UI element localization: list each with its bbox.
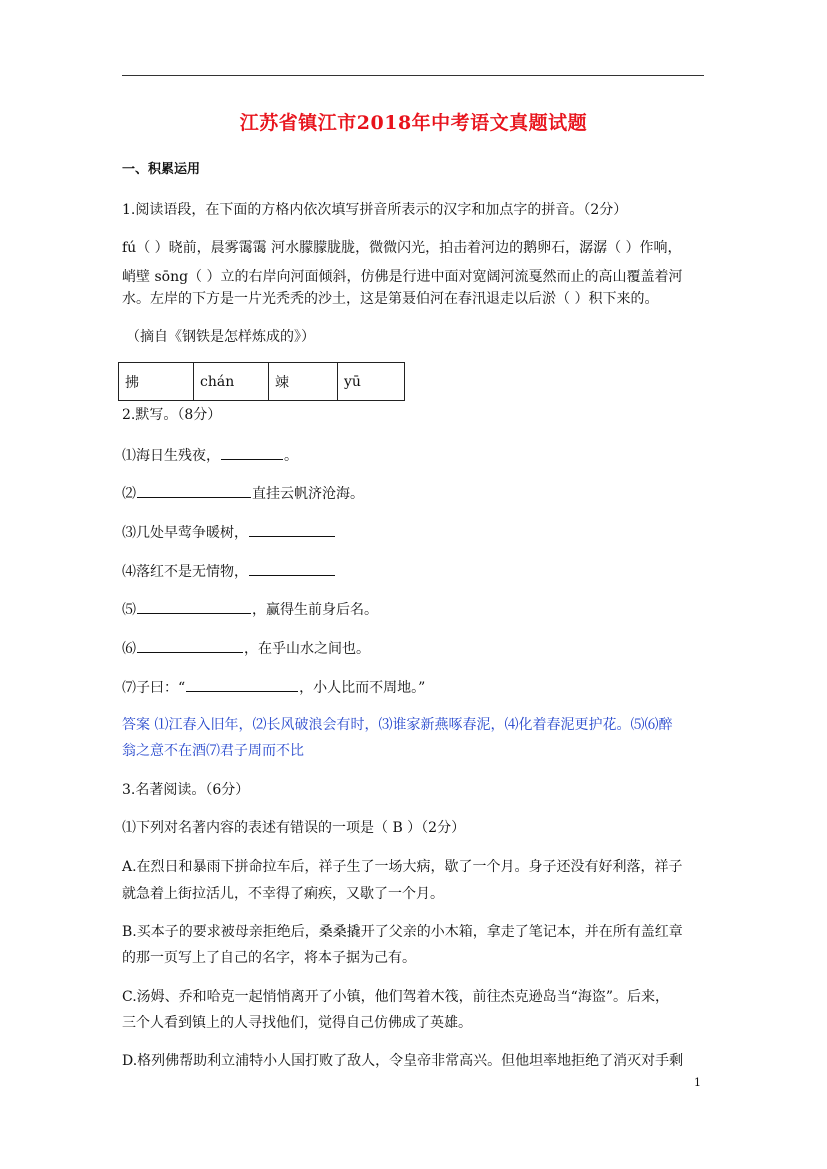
line-text: ，在乎山水之间也。 (244, 641, 370, 657)
q2-answer-line1: 答案 ⑴江春入旧年，⑵长风破浪会有时，⑶谁家新燕啄春泥，⑷化着春泥更护花。⑸⑹醉 (122, 717, 673, 733)
q2-line3 (122, 518, 706, 548)
option-d-line1: D.格列佛帮助利立浦特小人国打败了敌人，令皇帝非常高兴。但他坦率地拒绝了消灭对手剩 (122, 1053, 684, 1069)
fill-blank (137, 599, 251, 614)
q2-line6 (122, 634, 706, 664)
answer-table (118, 362, 405, 401)
q1-passage-line2: 峭壁 sōng（ ）立的右岸向河面倾斜，仿佛是行进中面对宽阔河流戛然而止的高山覆盖着河 (122, 269, 683, 285)
fill-blank (137, 483, 251, 498)
fill-blank (186, 677, 298, 692)
option-b-line2: 的那一页写上了自己的名字，将本子据为己有。 (122, 950, 416, 966)
fill-blank (249, 522, 335, 537)
table-cell: 拂 (119, 363, 194, 401)
page-number: 1 (694, 1076, 701, 1089)
fill-blank (137, 638, 243, 653)
q1-stem: 1.阅读语段，在下面的方格内依次填写拼音所表示的汉字和加点字的拼音。（2分） (122, 202, 628, 218)
q1-passage-line1: fú（ ）晓前，晨雾霭霭 河水朦朦胧胧，微微闪光，拍击着河边的鹅卵石，潺潺（ ）作响， (122, 240, 682, 256)
line-text: ⑴海日生残夜， (122, 448, 220, 464)
q2-line4 (122, 557, 706, 587)
line-text: ，赢得生前身后名。 (252, 602, 378, 618)
q2-line2 (122, 479, 706, 509)
option-c-line1: C.汤姆、乔和哈克一起悄悄离开了小镇，他们驾着木筏，前往杰克逊岛当“海盗”。后来， (122, 989, 669, 1005)
header-rule (122, 75, 704, 76)
page-title: 江苏省镇江市2018年中考语文真题试题 (239, 112, 588, 134)
table-cell: chán (194, 363, 269, 401)
fill-blank (221, 445, 283, 460)
q2-line7 (122, 673, 706, 703)
option-b-line1: B.买本子的要求被母亲拒绝后，桑桑撬开了父亲的小木箱，拿走了笔记本，并在所有盖红章 (122, 924, 683, 940)
q3-stem: 3.名著阅读。（6分） (122, 782, 250, 798)
line-text: ⑵ (122, 486, 136, 502)
line-text: ⑺子曰：“ (122, 680, 186, 696)
option-c-line2: 三个人看到镇上的人寻找他们，觉得自己仿佛成了英雄。 (122, 1015, 472, 1031)
q1-passage-line3: 水。左岸的下方是一片光秃秃的沙土，这是第聂伯河在春汛退走以后淤（ ）积下来的。 (122, 291, 659, 307)
line-text: ⑸ (122, 602, 136, 618)
option-a-line1: A.在烈日和暴雨下拼命拉车后，祥子生了一场大病，歇了一个月。身子还没有好利落，祥子 (122, 859, 683, 875)
q2-line1 (122, 441, 706, 471)
section-heading: 一、积累运用 (122, 162, 201, 177)
table-row (119, 363, 405, 401)
line-text: ，小人比而不周地。” (299, 680, 426, 696)
table-cell: yū (338, 363, 405, 401)
q3-sub1: ⑴下列对名著内容的表述有错误的一项是（ B ）（2分） (122, 820, 466, 836)
q2-answer-line2: 翁之意不在酒⑺君子周而不比 (122, 743, 304, 759)
line-text: 直挂云帆济沧海。 (252, 486, 364, 502)
option-a-line2: 就急着上街拉活儿，不幸得了痢疾，又歇了一个月。 (122, 886, 444, 902)
q2-stem: 2.默写。（8分） (122, 407, 222, 423)
line-text: 。 (284, 448, 298, 464)
line-text: ⑶几处早莺争暖树， (122, 525, 248, 541)
fill-blank (249, 561, 335, 576)
table-cell: 竦 (269, 363, 338, 401)
line-text: ⑷落红不是无情物， (122, 564, 248, 580)
line-text: ⑹ (122, 641, 136, 657)
q2-line5 (122, 595, 706, 625)
q1-source: （摘自《钢铁是怎样炼成的》） (126, 329, 315, 345)
